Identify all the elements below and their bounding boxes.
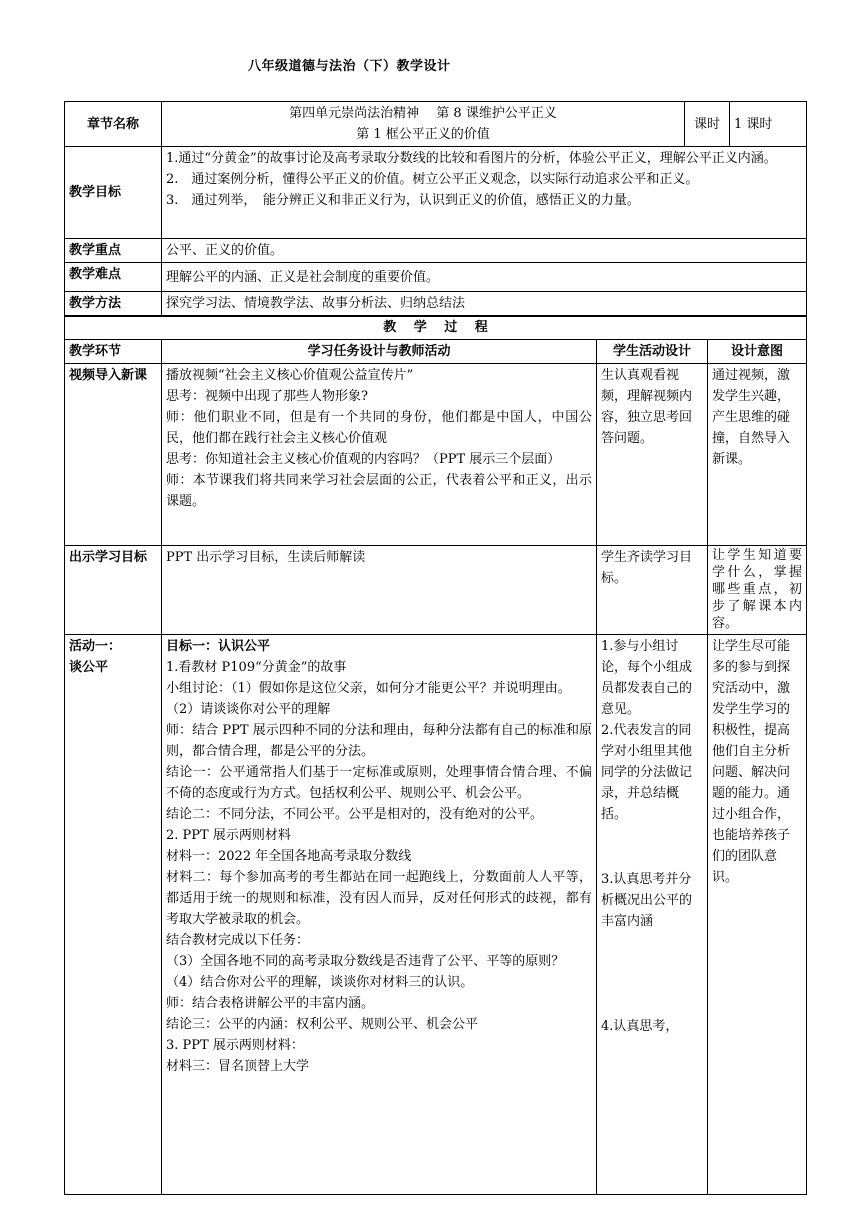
- teacher-line: 师：结合表格讲解公平的丰富内涵。: [166, 996, 375, 1011]
- spacer: [601, 825, 703, 869]
- student-cell: [597, 635, 708, 1195]
- teacher-line: 结论一：公平通常指人们基于一定标准或原则，处理事情合情合理、不偏不倚的态度或行为方式。包括权利公平、规则公平、机会公平。: [166, 765, 592, 801]
- teacher-line: 3. PPT 展示两则材料：: [166, 1038, 304, 1053]
- difficulties-label: 教学难点: [65, 263, 162, 292]
- teacher-line: 结合教材完成以下任务：: [166, 933, 310, 948]
- col-header-stage: 教学环节: [65, 340, 162, 364]
- lesson-info-table: [64, 101, 807, 317]
- teacher-line: 结论二：不同分法，不同公平。公平是相对的，没有绝对的公平。: [166, 807, 544, 822]
- methods-value: 探究学习法、情境教学法、故事分析法、归纳总结法: [162, 292, 807, 317]
- teacher-heading: 目标一：认识公平: [166, 639, 271, 654]
- goal-item: 3. 通过列举， 能分辨正义和非正义行为，认识到正义的价值，感悟正义的力量。: [166, 193, 640, 208]
- teacher-line: （4）结合你对公平的理解，谈谈你对材料三的认识。: [166, 975, 474, 990]
- intent-cell: 通过视频，激发学生兴趣，产生思维的碰撞，自然导入新课。: [708, 364, 807, 546]
- stage-cell: 视频导入新课: [65, 364, 162, 546]
- teacher-line: 2. PPT 展示两则材料: [166, 828, 291, 843]
- document-title: 八年级道德与法治（下）教学设计: [248, 59, 451, 74]
- stage-cell: 活动一： 谈公平: [65, 635, 162, 1195]
- chapter-line-1: 第四单元崇尚法治精神 第 8 课维护公平正义: [289, 106, 557, 121]
- teacher-line: 思考：视频中出现了那些人物形象?: [166, 389, 368, 404]
- teacher-line: 1.看教材 P109“分黄金”的故事: [166, 660, 347, 675]
- teacher-line: 材料二：每个参加高考的考生都站在同一起跑线上，分数面前人人平等，都适用于统一的规则和标准，没有因人而异，反对任何形式的歧视，都有考取大学被录取的机会。: [166, 870, 592, 927]
- goals-content: [162, 147, 807, 239]
- student-item: 1.参与小组讨论，每个小组成员都发表自己的意见。: [601, 639, 693, 717]
- teacher-line: （3）全国各地不同的高考录取分数线是否违背了公平、平等的原则？: [166, 954, 565, 969]
- table-row: [65, 546, 807, 635]
- teacher-line: 播放视频“社会主义核心价值观公益宣传片”: [166, 368, 414, 383]
- teacher-line: 思考：你知道社会主义核心价值观的内容吗？（PPT 展示三个层面）: [166, 452, 561, 467]
- col-header-teacher: 学习任务设计与教师活动: [162, 340, 597, 364]
- stage-cell: 出示学习目标: [65, 546, 162, 635]
- student-item: 3.认真思考并分析概况出公平的丰富内涵: [601, 872, 693, 929]
- key-points-label: 教学重点: [65, 239, 162, 263]
- process-title: 教 学 过 程: [65, 316, 807, 340]
- teacher-cell: [162, 364, 597, 546]
- intent-cell: 让学生知道要学什么，掌握哪些重点，初步了解课本内容。: [708, 546, 807, 635]
- chapter-label: 章节名称: [65, 102, 162, 147]
- teacher-line: 师：本节课我们将共同来学习社会层面的公正，代表着公平和正义，出示课题。: [166, 473, 592, 509]
- methods-label: 教学方法: [65, 292, 162, 317]
- student-cell: 生认真观看视频，理解视频内容，独立思考回答问题。: [597, 364, 708, 546]
- teacher-line: 师：结合 PPT 展示四种不同的分法和理由，每种分法都有自己的标准和原则，都合情合理，都是公平的分法。: [166, 723, 592, 759]
- process-table: [64, 315, 807, 1195]
- student-item: 4.认真思考，: [601, 1019, 679, 1034]
- teacher-cell: PPT 出示学习目标，生读后师解读: [162, 546, 597, 635]
- teacher-cell: [162, 635, 597, 1195]
- col-header-intent: 设计意图: [708, 340, 807, 364]
- spacer: [601, 932, 703, 1016]
- intent-cell: 让学生尽可能多的参与到探究活动中，激发学生学习的积极性，提高他们自主分析问题、解决问题的能力。通过小组合作，也能培养孩子们的团队意识。: [708, 635, 807, 1195]
- goal-item: 2. 通过案例分析，懂得公平正义的价值。树立公平正义观念，以实际行动追求公平和正义。: [166, 172, 699, 187]
- chapter-line-2: 第 1 框公平正义的价值: [356, 127, 490, 142]
- period-value: 1 课时: [730, 102, 807, 147]
- student-item: 2.代表发言的同学对小组里其他同学的分法做记录，并总结概括。: [601, 723, 693, 822]
- difficulties-value: 理解公平的内涵、正义是社会制度的重要价值。: [162, 263, 807, 292]
- table-row: [65, 635, 807, 1195]
- teacher-line: 师：他们职业不同，但是有一个共同的身份，他们都是中国人，中国公民，他们都在践行社会主义核心价值观: [166, 410, 592, 446]
- teacher-line: 小组讨论：（1）假如你是这位父亲，如何分才能更公平？并说明理由。: [166, 681, 571, 696]
- col-header-student: 学生活动设计: [597, 340, 708, 364]
- key-points-value: 公平、正义的价值。: [162, 239, 807, 263]
- goal-item: 1.通过“分黄金”的故事讨论及高考录取分数线的比较和看图片的分析，体验公平正义，理解公平正义内涵。: [166, 151, 777, 166]
- chapter-value: [162, 102, 685, 147]
- teacher-line: （2）请谈谈你对公平的理解: [166, 702, 331, 717]
- teacher-line: 材料三：冒名顶替上大学: [166, 1059, 310, 1074]
- teacher-line: 结论三：公平的内涵：权利公平、规则公平、机会公平: [166, 1017, 479, 1032]
- goals-label: 教学目标: [65, 147, 162, 239]
- student-cell: 学生齐读学习目标。: [597, 546, 708, 635]
- period-label: 课时: [685, 102, 730, 147]
- table-row: [65, 364, 807, 546]
- teacher-line: 材料一：2022 年全国各地高考录取分数线: [166, 849, 412, 864]
